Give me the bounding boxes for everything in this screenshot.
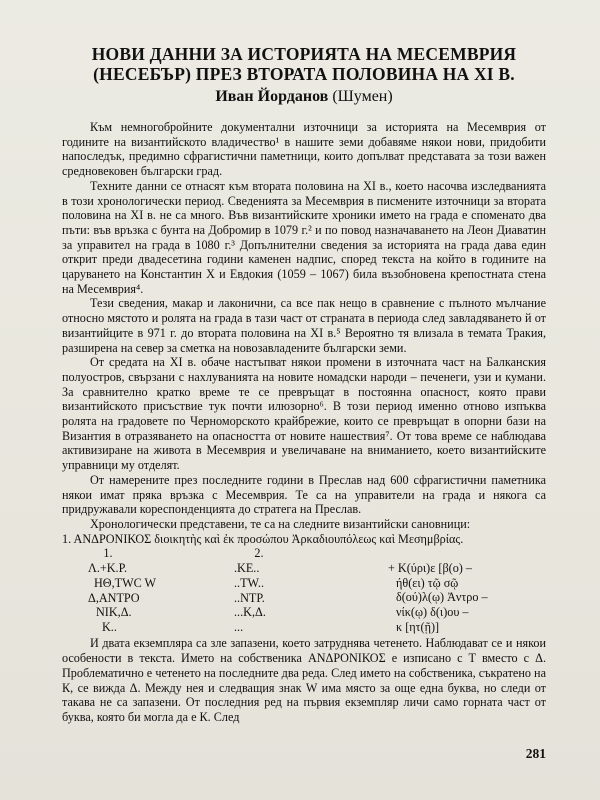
seal-column-2 (234, 546, 334, 634)
author-affiliation: (Шумен) (332, 88, 393, 105)
inscription-line: ΝΙΚ,Δ. (96, 605, 132, 620)
inscription-line: ..TW.. (234, 575, 265, 590)
reading-line: κ [ητ(ῇ)] (396, 619, 440, 634)
article-title (62, 44, 546, 84)
inscription-line: Λ.+Κ.Ρ. (88, 561, 128, 576)
paragraph-5: От намерените през последните години в Преслав над 600 сфрагистични паметника някои имат пряка връзка с Месемврия. Те са на управители на града и някога са придружавали кореспонденцията до стратега на Преслав. (62, 472, 546, 517)
title-line-2: (НЕСЕБЪР) ПРЕЗ ВТОРАТА ПОЛОВИНА НА XI В. (93, 64, 515, 84)
paragraph-2: Техните данни се отнасят към втората половина на XI в., което насочва изследванията в този хронологически период. Сведенията за Месемврия в писмените източници за втората половина на XI в. не са много. Във византийските хроники името на града е споменато два пъти: във връзка с бунта на Добромир в 1079 г.² и по повод назначаването на Леон Диаватин за управител на града в 1080 г.³ Допълнителни сведения за историята на града дава един открит преди двадесетина години каменен надпис, според текста на който в годините на царуването на Константин Х и Евдокия (1059 – 1067) била възобновена крепостната стена на Месемврия⁴. (62, 178, 546, 296)
reading-line: νίκ(ῳ) δ(ι)ου – (396, 605, 469, 620)
inscription-line: Δ,ΑΝΤΡΟ (88, 590, 140, 605)
inscription-line: ΗΘ,TWC W (94, 575, 157, 590)
inscription-line: .ΚΕ.. (234, 561, 260, 576)
seal-column-1 (88, 546, 188, 634)
inscription-line: Κ.. (102, 619, 117, 634)
inscription-line: ... (234, 619, 244, 634)
paragraph-closing: И двата екземпляра са зле запазени, което затруднява четенето. Наблюдават се и някои особености в текста. Името на собственика ΑΝΔΡΟΝΙΚΟΣ е изписано с Т вместо с Δ. Проблематично е четенето на последните два реда. След името на собственика, съкратено на К, се вижда Δ. Между нея и следващия знак W има място за още една буква, но следи от такава не са запазени. От последния ред на първия екземпляр личи само горната част от буква, която би могла да е К. След (62, 636, 546, 724)
author-line (62, 86, 546, 108)
author-name: Иван Йорданов (215, 88, 329, 105)
paragraph-6: Хронологически представени, те са на следните византийски сановници: (90, 516, 471, 531)
reading-line: + Κ(ύρι)ε [β(ο) – (388, 561, 473, 576)
paragraph-1: Към немногобройните документални източници за историята на Месемврия от годините на византийското владичество¹ в нашите земи добавяме някои нови, придобити напоследък, предимно сфрагистични паметници, които допълват представата за този важен средновековен български град. (62, 120, 546, 179)
seal-column-3 (388, 561, 548, 635)
seal-inscription-table (62, 546, 546, 634)
paragraph-4: От средата на XI в. обаче настъпват някои промени в източната част на Балканския полуостров, свързани с нахлуванията на новите номадски народи – печенеги, узи и кумани. За сравнително кратко време те се превръщат в постоянна опасност, която прави византийското присъствие тук почти илюзорно⁶. В този период именно отново изпъква ролята на градовете по Черноморското крайбрежие, които се превръщат в опорни бази на Византия в отразяването на опасността от новите нашествия⁷. От това време се наблюдава активизиране на живота в Месемврия и увеличаване на вниманието, което византийските управници му отделят. (62, 355, 546, 473)
inscription-line: ...Κ,Δ. (234, 605, 266, 620)
paragraph-3: Тези сведения, макар и лаконични, са все пак нещо в сравнение с пълното мълчание относно мястото и ролята на града в тази част от страната в периода след завладяването й от византийците в 971 г. до втората половина на XI в.⁵ Вероятно тя влизала в темата Тракия, разширена на север за сметка на новозавладените български земи. (62, 296, 546, 355)
title-line-1: НОВИ ДАННИ ЗА ИСТОРИЯТА НА МЕСЕМВРИЯ (91, 44, 517, 64)
column-header-2: 2. (254, 546, 264, 561)
reading-line: ήθ(ει) τῷ σῷ (396, 575, 459, 590)
column-header-1: 1. (103, 546, 113, 561)
page-number: 281 (525, 746, 546, 761)
inscription-line: ..ΝΤΡ. (234, 590, 265, 605)
reading-line: δ(ού)λ(ῳ) Ἀντρο – (396, 590, 488, 605)
seal-entry-title: 1. ΑΝΔΡΟΝΙΚΟΣ διοικητὴς καὶ ἐκ προσώπου Ἀρκαδιουπόλεως καὶ Μεσημβρίας. (62, 531, 464, 546)
